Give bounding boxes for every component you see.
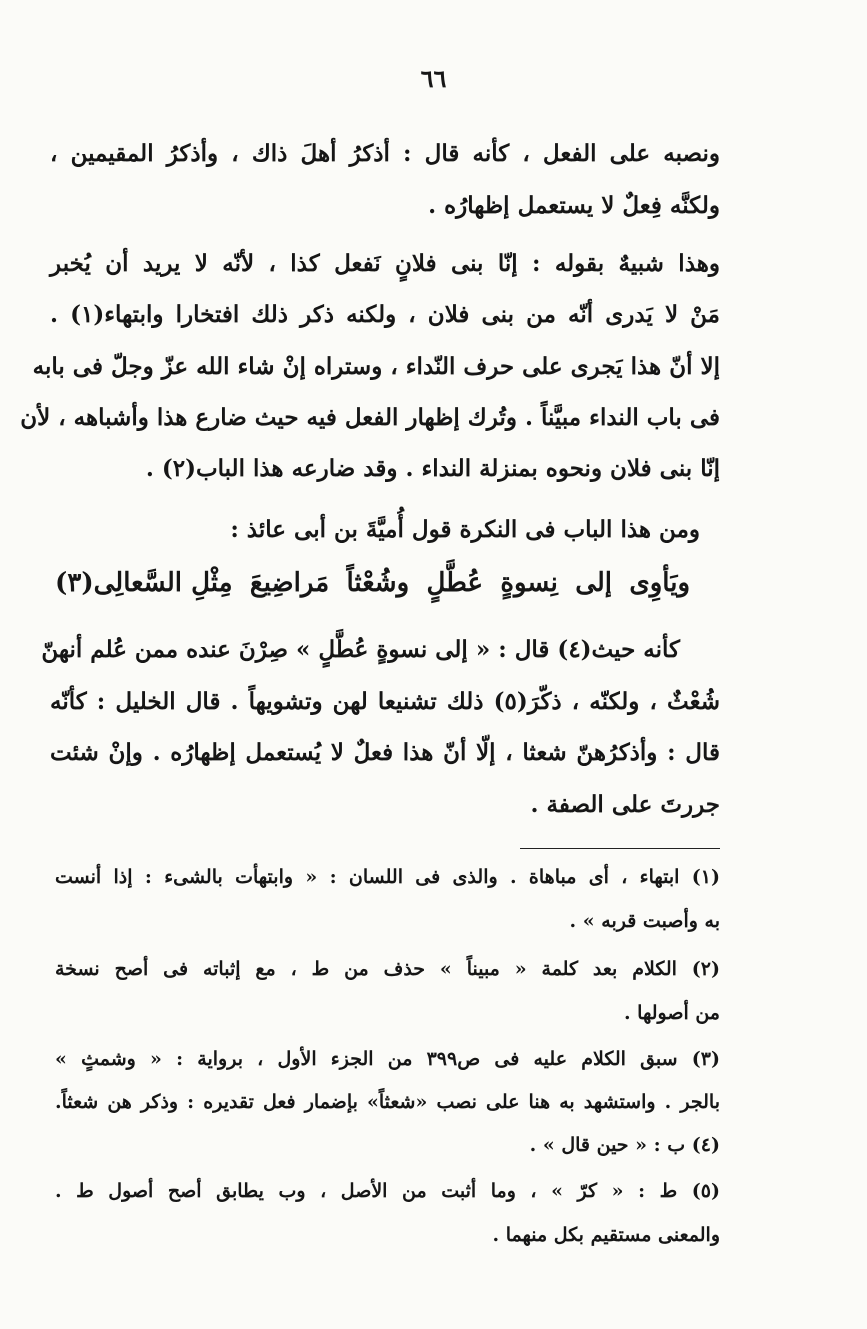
text-line: جررتَ على الصفة . <box>530 791 720 818</box>
verse-word: مَراضِيعَ <box>249 568 330 598</box>
footnote-divider <box>520 848 720 849</box>
footnote-line: (١) ابتهاء ، أى مباهاة . والذى فى اللسان : « وابتهأت بالشىء : إذا أنست <box>55 866 720 888</box>
text-line: فى باب النداء مبيَّناً . وتُرك إظهار الفعل فيه حيث ضارع هذا وأشباهه ، لأن <box>20 404 720 431</box>
verse-word: إلى <box>575 568 613 598</box>
footnote-line: والمعنى مستقيم بكل منهما . <box>492 1224 720 1246</box>
verse-word: ويَأوِى <box>629 568 690 598</box>
text-line: كأنه حيث(٤) قال : « إلى نسوةٍ عُطَّلٍ » صِرْنَ عنده ممن عُلم أنهنّ <box>41 636 680 663</box>
verse-word: عُطَّلٍ <box>426 568 484 598</box>
verse-word: نِسوةٍ <box>500 568 558 598</box>
verse-intro: ومن هذا الباب فى النكرة قول أُميَّةَ بن أبى عائذ : <box>230 516 700 543</box>
footnote-line: بالجر . واستشهد به هنا على نصب «شعثاً» بإضمار فعل تقديره : وذكر هن شعثاً. <box>55 1091 720 1113</box>
verse-word: وشُعْثاً <box>346 568 410 598</box>
text-line: إنّا بنى فلان ونحوه بمنزلة النداء . وقد ضارعه هذا الباب(٢) . <box>145 455 720 482</box>
verse-word: مِثْلِ السَّعالِى(٣) <box>55 568 233 598</box>
text-line: ونصبه على الفعل ، كأنه قال : أذكرُ أهلَ ذاك ، وأذكرُ المقيمين ، <box>50 140 720 167</box>
text-line: قال : وأذكرُهنّ شعثا ، إلّا أنّ هذا فعلٌ لا يُستعمل إظهارُه . وإنْ شئت <box>50 739 720 766</box>
footnote-line: من أصولها . <box>623 1002 720 1024</box>
text-line: مَنْ لا يَدرى أنّه من بنى فلان ، ولكنه ذكر ذلك افتخارا وابتهاء(١) . <box>50 301 720 328</box>
poem-verse <box>55 570 690 596</box>
footnote-line: (٤) ب : « حين قال » . <box>529 1134 720 1156</box>
footnote-line: (٥) ط : « كرّ » ، وما أثبت من الأصل ، وب يطابق أصح أصول ط . <box>55 1180 720 1202</box>
text-line: إلا أنّ هذا يَجرى على حرف النّداء ، وستراه إنْ شاء الله عزّ وجلّ فى بابه <box>32 353 720 380</box>
footnote-line: (٢) الكلام بعد كلمة « مبيناً » حذف من ط ، مع إثباته فى أصح نسخة <box>55 958 720 980</box>
text-line: وهذا شبيهٌ بقوله : إنّا بنى فلانٍ نَفعل كذا ، لأنّه لا يريد أن يُخبر <box>50 250 720 277</box>
text-line: ولكنَّه فِعلٌ لا يستعمل إظهارُه . <box>428 192 720 219</box>
page-number: ٦٦ <box>420 64 447 93</box>
text-line: شُعْثٌ ، ولكنّه ، ذكّرَ(٥) ذلك تشنيعا لهن وتشويهاً . قال الخليل : كأنّه <box>50 688 720 715</box>
footnote-line: (٣) سبق الكلام عليه فى ص٣٩٩ من الجزء الأول ، برواية : « وشمثٍ » <box>55 1048 720 1070</box>
footnote-line: به وأصبت قربه » . <box>569 910 720 932</box>
